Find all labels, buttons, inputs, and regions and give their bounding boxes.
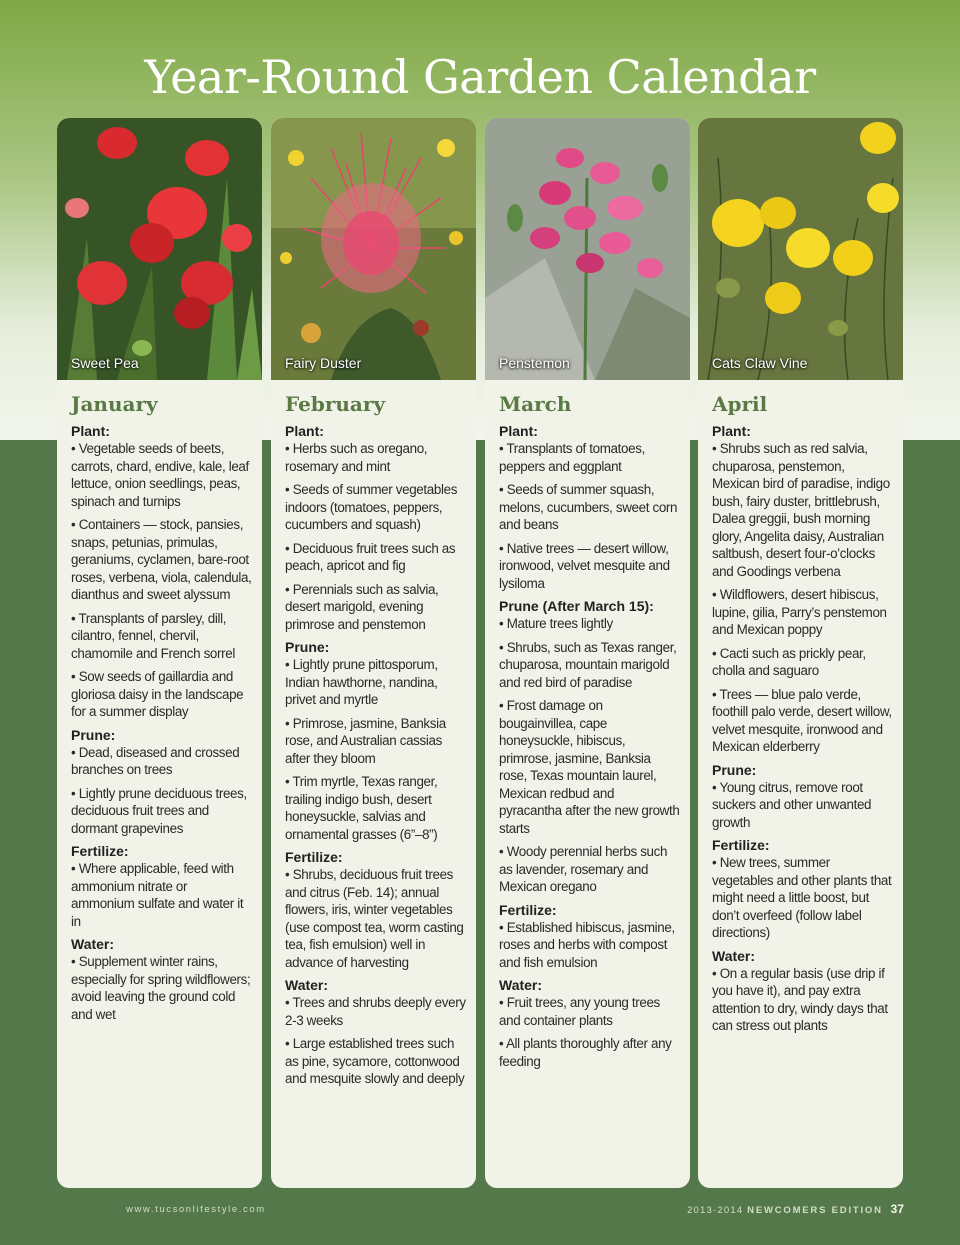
list-item: • Perennials such as salvia, desert marigold, evening primrose and penstemon	[285, 581, 439, 632]
water-label: Water:	[499, 977, 543, 993]
month-card-february	[271, 118, 476, 1188]
list-item: • Trees and shrubs deeply every 2-3 weeks	[285, 995, 466, 1028]
penstemon-photo	[485, 118, 690, 380]
month-card-april	[698, 118, 903, 1188]
photo-caption: Cats Claw Vine	[712, 355, 808, 371]
month-card-january	[57, 118, 262, 1188]
list-item: • Shrubs such as red salvia, chuparosa, penstemon, Mexican bird of paradise, indigo bush, fairy duster, brittlebrush, Dalea greggii, bush morning glory, Angelita daisy, Australian saltbush, desert four-o’clocks and Goodings verbena	[712, 441, 890, 579]
list-item: • Where applicable, feed with ammonium nitrate or ammonium sulfate and water it in	[71, 861, 244, 929]
list-item: • Sow seeds of gaillardia and gloriosa daisy in the landscape for a summer display	[71, 669, 244, 719]
cats-claw-vine-photo	[698, 118, 903, 380]
list-item: • Shrubs, deciduous fruit trees and citrus (Feb. 14); annual flowers, iris, winter vegetables (use compost tea, worm casting tea, fish emulsion) well in advance of harvesting	[285, 867, 464, 970]
list-item: • Established hibiscus, jasmine, roses and herbs with compost and fish emulsion	[499, 919, 675, 970]
list-item: • Mature trees lightly	[499, 616, 613, 631]
list-item: • Primrose, jasmine, Banksia rose, and Australian cassias after they bloom	[285, 715, 446, 766]
fertilize-label: Fertilize:	[499, 901, 557, 918]
month-card-march	[485, 118, 690, 1188]
fertilize-label: Fertilize:	[285, 849, 343, 865]
footer-website: www.tucsonlifestyle.com	[126, 1204, 266, 1215]
list-item: • Transplants of tomatoes, peppers and eggplant	[499, 441, 645, 474]
list-item: • Supplement winter rains, especially for spring wildflowers; avoid leaving the ground cold and wet	[71, 954, 251, 1022]
page-title: Year-Round Garden Calendar	[144, 50, 816, 104]
photo-caption: Fairy Duster	[285, 355, 362, 371]
list-item: • Large established trees such as pine, sycamore, cottonwood and mesquite slowly and deeply	[285, 1036, 465, 1086]
water-label: Water:	[71, 936, 115, 952]
list-item: • Vegetable seeds of beets, carrots, chard, endive, kale, leaf lettuce, onion seedlings, peas, spinach and turnips	[71, 441, 249, 509]
list-item: • New trees, summer vegetables and other plants that might need a little boost, but don’t overfeed (follow label directions)	[712, 855, 892, 940]
fertilize-label: Fertilize:	[712, 837, 770, 853]
fairy-duster-photo	[271, 118, 476, 380]
water-label: Water:	[712, 947, 756, 964]
list-item: • Frost damage on bougainvillea, cape honeysuckle, hibiscus, primrose, jasmine, Banksia rose, Texas mountain laurel, Mexican redbud and pyracantha after the new growth starts	[499, 698, 680, 836]
list-item: • Lightly prune deciduous trees, deciduous fruit trees and dormant grapevines	[71, 785, 247, 836]
plant-label: Plant:	[712, 423, 751, 439]
list-item: • Deciduous fruit trees such as peach, apricot and fig	[285, 540, 456, 573]
month-heading: April	[712, 392, 768, 416]
list-item: • Trees — blue palo verde, foothill palo verde, desert willow, velvet mesquite, ironwood and Mexican elderberry	[712, 686, 892, 754]
month-heading: January	[71, 392, 158, 416]
month-heading: March	[499, 392, 572, 416]
footer-edition	[687, 1202, 904, 1216]
footer-years: 2013-2014	[687, 1205, 744, 1216]
list-item: • Herbs such as oregano, rosemary and mint	[285, 441, 428, 474]
list-item: • Cacti such as prickly pear, cholla and saguaro	[712, 645, 866, 678]
list-item: • Lightly prune pittosporum, Indian hawthorne, nandina, privet and myrtle	[285, 657, 438, 707]
list-item: • Wildflowers, desert hibiscus, lupine, gilia, Parry’s penstemon and Mexican poppy	[712, 587, 887, 637]
photo-caption: Penstemon	[499, 355, 570, 371]
month-heading: February	[285, 392, 386, 416]
list-item: • Seeds of summer vegetables indoors (tomatoes, peppers, cucumbers and squash)	[285, 482, 458, 532]
prune-label: Prune (After March 15):	[499, 598, 654, 614]
plant-label: Plant:	[285, 423, 324, 439]
list-item: • Transplants of parsley, dill, cilantro, fennel, chervil, chamomile and French sorrel	[71, 610, 235, 661]
sweet-pea-photo	[57, 118, 262, 380]
list-item: • Containers — stock, pansies, snaps, petunias, primulas, geraniums, cyclamen, bare-root roses, verbena, viola, calendula, dianthus and sweet alyssum	[71, 517, 252, 602]
list-item: • Native trees — desert willow, ironwood, velvet mesquite and lysiloma	[499, 540, 670, 591]
list-item: • Seeds of summer squash, melons, cucumbers, sweet corn and beans	[499, 482, 678, 532]
list-item: • Young citrus, remove root suckers and other unwanted growth	[712, 779, 872, 830]
fertilize-label: Fertilize:	[71, 843, 129, 859]
list-item: • Fruit trees, any young trees and container plants	[499, 995, 660, 1028]
list-item: • Shrubs, such as Texas ranger, chuparosa, mountain marigold and red bird of paradise	[499, 639, 677, 690]
list-item: • Dead, diseased and crossed branches on trees	[71, 744, 240, 777]
list-item: • Trim myrtle, Texas ranger, trailing indigo bush, desert honeysuckle, salvias and ornamental grasses (6”–8”)	[285, 774, 438, 842]
list-item: • On a regular basis (use drip if you have it), and pay extra attention to dry, windy days that can stress out plants	[712, 965, 888, 1033]
page-number: 37	[890, 1202, 904, 1216]
plant-label: Plant:	[71, 423, 110, 439]
photo-caption: Sweet Pea	[71, 355, 139, 371]
prune-label: Prune:	[285, 639, 330, 655]
water-label: Water:	[285, 977, 329, 993]
footer-edition-name: NEWCOMERS EDITION	[747, 1205, 883, 1216]
list-item: • All plants thoroughly after any feeding	[499, 1036, 672, 1069]
list-item: • Woody perennial herbs such as lavender, rosemary and Mexican oregano	[499, 844, 668, 894]
prune-label: Prune:	[71, 726, 116, 743]
plant-label: Plant:	[499, 423, 538, 439]
prune-label: Prune:	[712, 761, 757, 778]
